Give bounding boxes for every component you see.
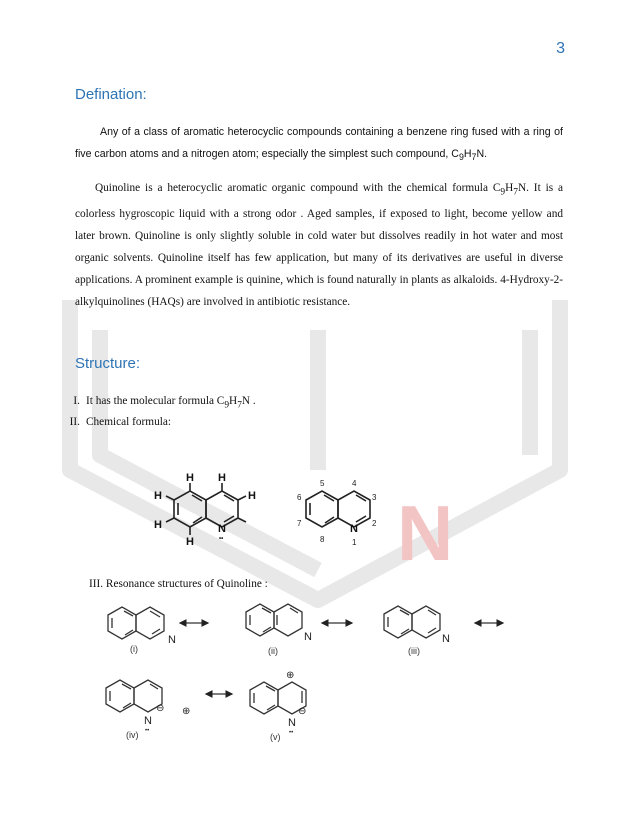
minus-charge: ⊖ (298, 706, 307, 717)
position-label: 1 (352, 538, 357, 547)
definition-heading: Defination: (75, 86, 147, 103)
quinoline-paragraph: Quinoline is a heterocyclic aromatic organic compound with the chemical formula $C_9H_7N$. It is a colorless hygroscopic liquid with a strong odor . Aged samples, if exposed to light, become yellow and later brown. Quinoline is only slightly soluble in cold water but dissolves readily in hot water and most organic solvents. Quinoline itself has few application, but many of its derivatives are useful in diverse applications. A prominent example is quinine, which is found naturally in plants as alkaloids. 4-Hydroxy-2-alkylquinolines (HAQs) are involved in antibiotic resistance. (75, 182, 564, 309)
atom-h: H (154, 490, 162, 502)
watermark-letter: N (397, 489, 454, 577)
resonance-label: (v) (270, 732, 281, 742)
list-text: It has the molecular formula $C_9H_7N$ . (86, 395, 256, 411)
position-label: 7 (297, 519, 302, 528)
atom-n: N (442, 633, 450, 645)
lone-pair: •• (219, 536, 224, 542)
position-label: 4 (352, 479, 357, 488)
resonance-label: (ii) (268, 646, 278, 656)
resonance-label: (iii) (408, 646, 420, 656)
atom-h: H (186, 472, 194, 484)
atom-h: H (186, 536, 194, 548)
atom-h: H (154, 519, 162, 531)
plus-charge: ⊕ (286, 670, 295, 681)
atom-h: H (248, 490, 256, 502)
structure-heading: Structure: (75, 355, 141, 372)
resonance-label: (iv) (126, 730, 139, 740)
position-label: 5 (320, 479, 325, 488)
page-number: 3 (556, 40, 565, 57)
resonance-structures-figure (100, 598, 520, 748)
lone-pair: •• (289, 730, 294, 736)
atom-n: N (350, 523, 358, 535)
position-label: 2 (372, 519, 377, 528)
atom-n: N (144, 715, 152, 727)
lone-pair: •• (145, 728, 150, 734)
list-number: I. (73, 395, 80, 407)
position-label: 3 (372, 493, 377, 502)
resonance-label: (i) (130, 644, 138, 654)
quinoline-structure-figure (140, 470, 400, 560)
list-number: II. (69, 416, 80, 428)
resonance-caption: III. Resonance structures of Quinoline : (89, 578, 268, 590)
atom-n: N (168, 634, 176, 646)
position-label: 6 (297, 493, 302, 502)
list-text: Chemical formula: (86, 416, 172, 428)
plus-charge: ⊕ (182, 706, 191, 717)
atom-n: N (218, 523, 226, 535)
definition-text: Any of a class of aromatic heterocyclic compounds containing a benzene ring fused with a ring of five carbon atoms and a nitrogen atom; especially the simplest such compound, $C_9H_7N$. (75, 126, 563, 163)
minus-charge: ⊖ (156, 703, 165, 714)
atom-n: N (304, 631, 312, 643)
atom-h: H (218, 472, 226, 484)
position-label: 8 (320, 535, 325, 544)
atom-n: N (288, 717, 296, 729)
